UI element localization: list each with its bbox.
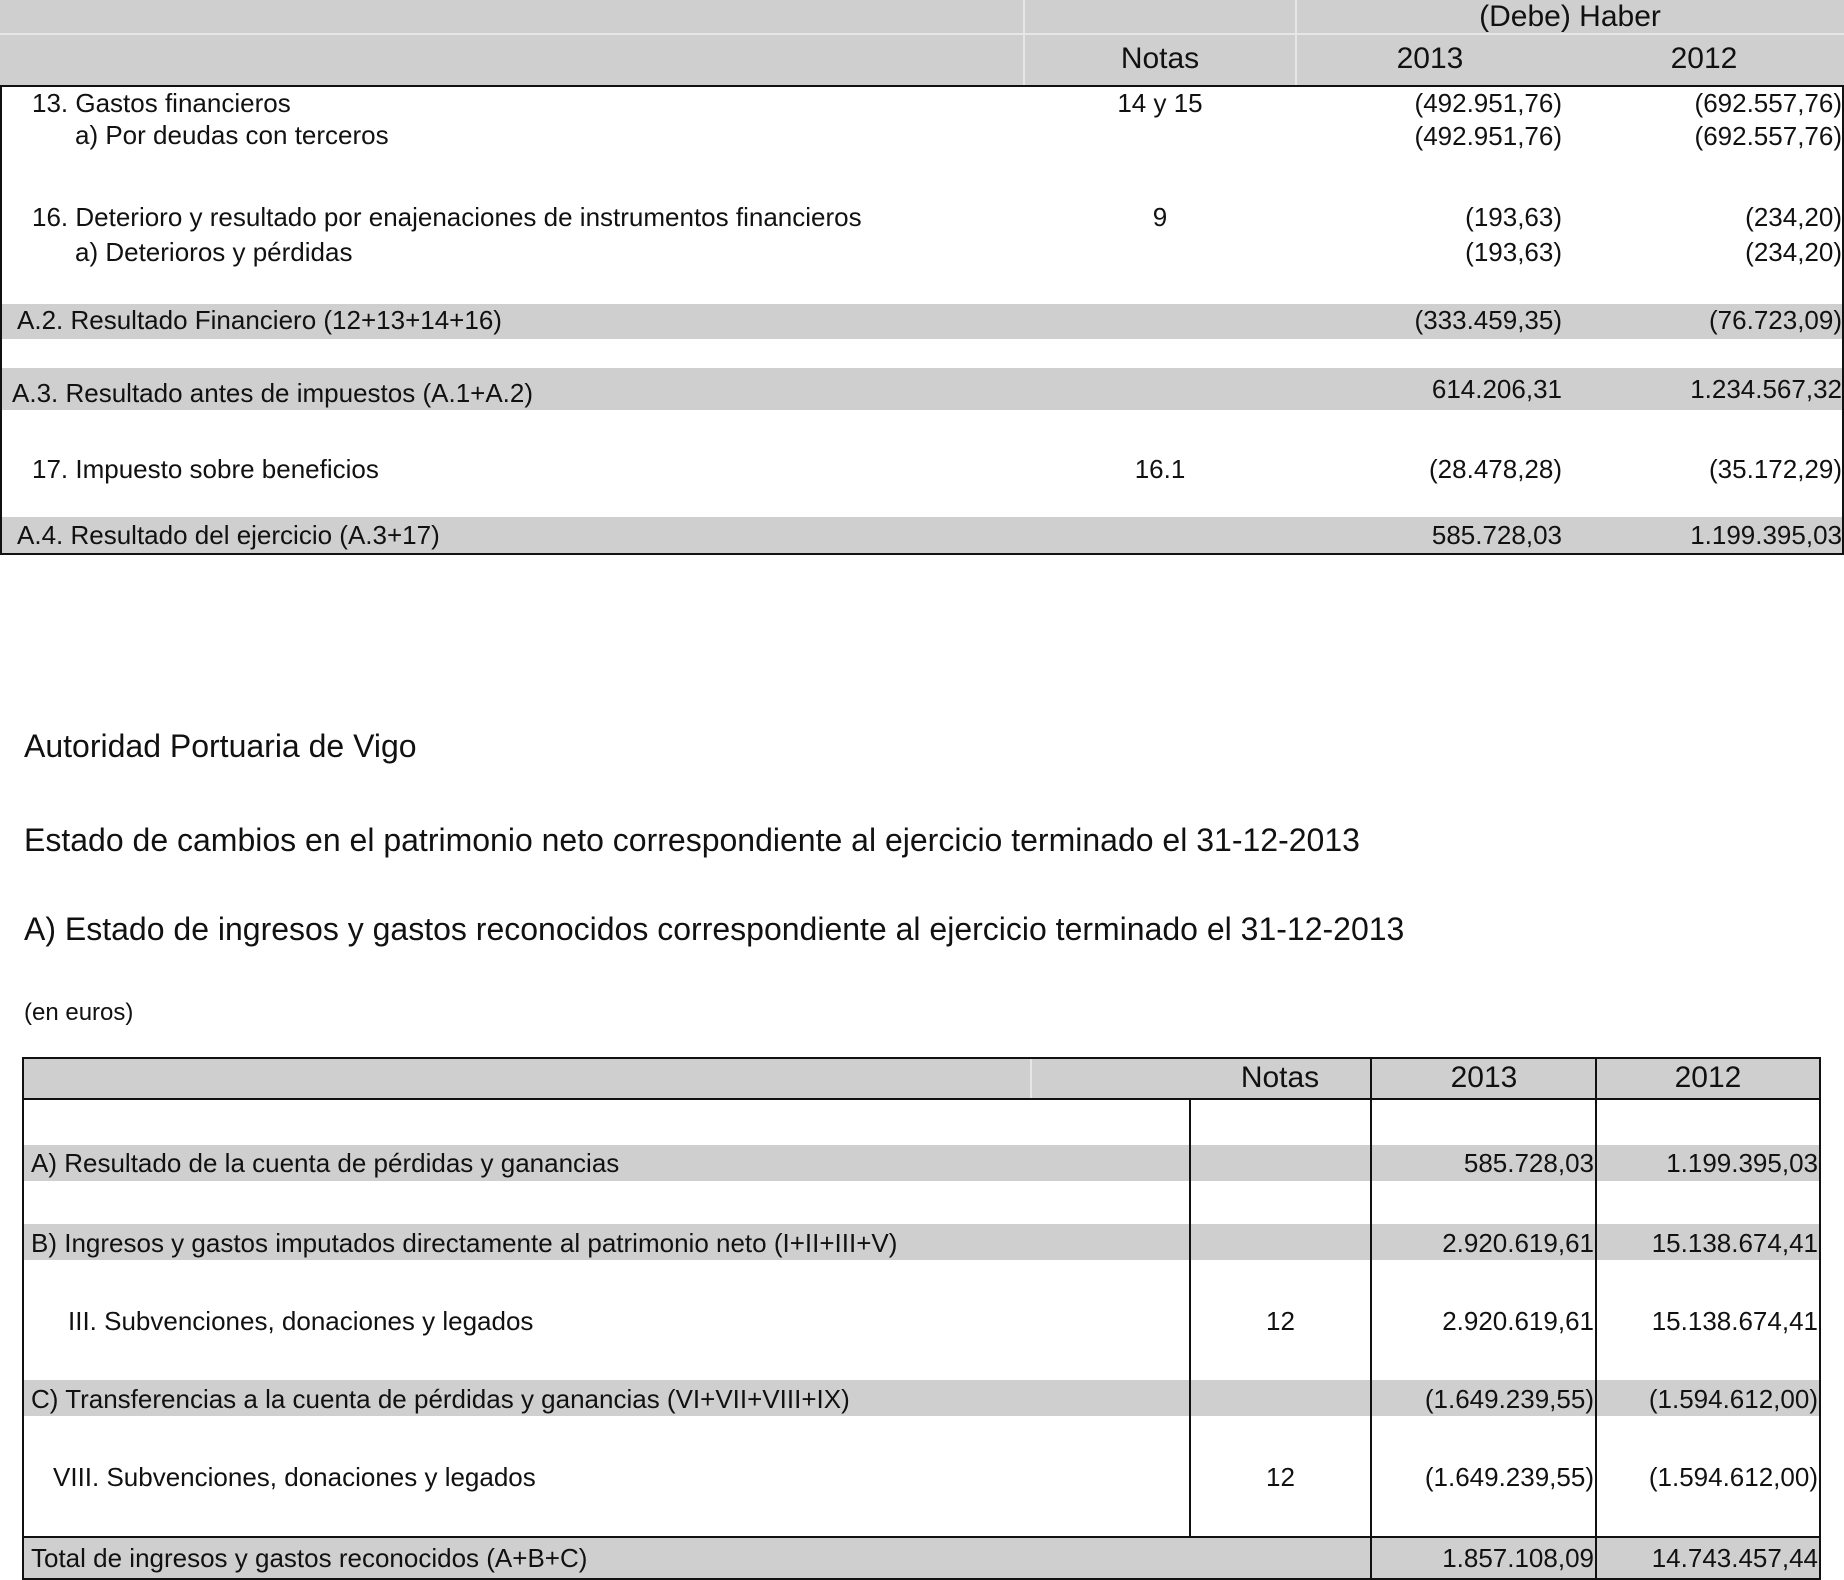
bottom-table-border: [22, 1098, 1821, 1100]
year-2012-header: 2012: [1674, 1061, 1742, 1094]
row-value-2013: 2.920.619,61: [1442, 1306, 1594, 1336]
row-value-2013: 585.728,03: [1463, 1148, 1594, 1178]
bottom-table-border: [22, 1536, 1821, 1538]
row-label: B) Ingresos y gastos imputados directamente al patrimonio neto (I+II+III+V): [31, 1228, 898, 1258]
row-notas: 16.1: [1134, 454, 1186, 484]
row-label: a) Por deudas con terceros: [75, 120, 389, 150]
row-value-2012: (76.723,09): [1709, 305, 1842, 335]
notas-header: Notas: [1240, 1061, 1320, 1094]
notas-header: Notas: [1120, 42, 1200, 75]
row-label: 17. Impuesto sobre beneficios: [32, 454, 379, 484]
row-label: III. Subvenciones, donaciones y legados: [68, 1306, 534, 1336]
total-value-2013: 1.857.108,09: [1442, 1543, 1594, 1573]
year-2012-header: 2012: [1670, 42, 1738, 75]
header-divider: [1023, 0, 1025, 85]
row-value-2012: (1.594.612,00): [1648, 1384, 1818, 1414]
units-label: (en euros): [24, 999, 134, 1026]
row-value-2012: 1.199.395,03: [1666, 1148, 1818, 1178]
row-value-2013: (1.649.239,55): [1424, 1462, 1594, 1492]
year-2013-header: 2013: [1396, 42, 1464, 75]
bottom-table-border: [22, 1057, 24, 1580]
row-value-2013: 585.728,03: [1431, 520, 1562, 550]
row-value-2013: (492.951,76): [1414, 121, 1562, 151]
row-value-2012: 15.138.674,41: [1651, 1306, 1818, 1336]
row-value-2013: 2.920.619,61: [1442, 1228, 1594, 1258]
row-notas: 12: [1266, 1306, 1295, 1336]
row-label: A.4. Resultado del ejercicio (A.3+17): [17, 520, 440, 550]
top-table-border: [0, 85, 1844, 87]
bottom-table-border: [22, 1057, 1821, 1059]
row-value-2012: (692.557,76): [1694, 88, 1842, 118]
header-divider: [1295, 0, 1297, 85]
row-value-2012: (234,20): [1745, 202, 1842, 232]
row-value-2012: 1.234.567,32: [1690, 374, 1842, 404]
row-notas: 14 y 15: [1117, 88, 1203, 118]
top-table-border: [0, 553, 1844, 555]
row-label: C) Transferencias a la cuenta de pérdidas y ganancias (VI+VII+VIII+IX): [31, 1384, 850, 1414]
row-notas: 12: [1266, 1462, 1295, 1492]
row-value-2013: 614.206,31: [1431, 374, 1562, 404]
row-value-2012: 15.138.674,41: [1651, 1228, 1818, 1258]
row-value-2013: (492.951,76): [1414, 88, 1562, 118]
debe-haber-label: (Debe) Haber: [1479, 0, 1661, 33]
header-divider: [1030, 1059, 1032, 1099]
row-value-2013: (28.478,28): [1429, 454, 1562, 484]
section-title: A) Estado de ingresos y gastos reconocidos correspondiente al ejercicio terminado el 31-12-2013: [24, 911, 1405, 947]
row-value-2013: (1.649.239,55): [1424, 1384, 1594, 1414]
total-label: Total de ingresos y gastos reconocidos (A+B+C): [31, 1543, 588, 1573]
row-value-2012: 1.199.395,03: [1690, 520, 1842, 550]
row-notas: 9: [1152, 202, 1168, 232]
row-label: VIII. Subvenciones, donaciones y legados: [53, 1462, 536, 1492]
row-label: 16. Deterioro y resultado por enajenaciones de instrumentos financieros: [32, 202, 862, 232]
row-label: A) Resultado de la cuenta de pérdidas y ganancias: [31, 1148, 620, 1178]
row-label: 13. Gastos financieros: [32, 88, 291, 118]
row-value-2012: (1.594.612,00): [1648, 1462, 1818, 1492]
statement-title: Estado de cambios en el patrimonio neto correspondiente al ejercicio terminado el 31-12-2013: [24, 822, 1360, 858]
year-2013-header: 2013: [1450, 1061, 1518, 1094]
total-value-2012: 14.743.457,44: [1651, 1543, 1818, 1573]
row-label: A.2. Resultado Financiero (12+13+14+16): [17, 305, 502, 335]
bottom-table-border: [1819, 1057, 1821, 1580]
row-value-2012: (234,20): [1745, 237, 1842, 267]
row-value-2012: (35.172,29): [1709, 454, 1842, 484]
row-value-2013: (193,63): [1465, 202, 1562, 232]
row-value-2013: (333.459,35): [1414, 305, 1562, 335]
row-label: A.3. Resultado antes de impuestos (A.1+A.2): [12, 378, 534, 408]
row-label: a) Deterioros y pérdidas: [75, 237, 353, 267]
entity-title: Autoridad Portuaria de Vigo: [24, 728, 417, 764]
row-value-2013: (193,63): [1465, 237, 1562, 267]
row-value-2012: (692.557,76): [1694, 121, 1842, 151]
